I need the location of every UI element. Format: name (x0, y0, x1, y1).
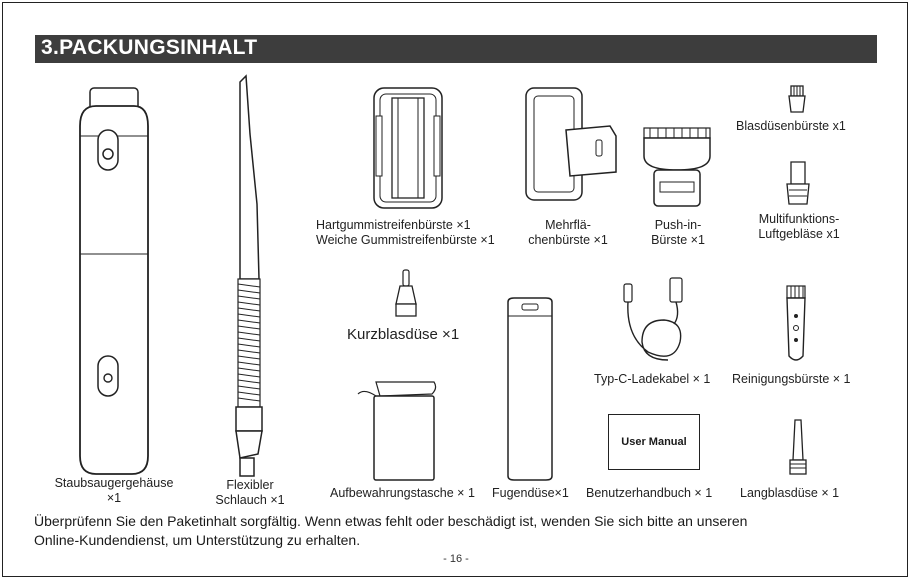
crevice-label: Fugendüse×1 (492, 486, 569, 500)
short-nozzle-illustration (394, 268, 418, 318)
storage-bag-label: Aufbewahrungstasche × 1 (330, 486, 475, 500)
housing-label: Staubsaugergehäuse ×1 (54, 476, 174, 505)
user-manual-illustration (608, 414, 700, 470)
multi-blower-label: Multifunktions- Luftgebläse x1 (758, 212, 840, 241)
cleaning-brush-label: Reinigungsbürste × 1 (732, 372, 851, 386)
cleaning-brush-illustration (783, 284, 809, 364)
short-nozzle-label: Kurzblasdüse ×1 (347, 326, 460, 343)
page-number: - 16 - (443, 553, 469, 565)
long-nozzle-label: Langblasdüse × 1 (740, 486, 840, 500)
rubber-strip-brush-illustration (372, 86, 444, 210)
multi-surface-brush-illustration (524, 86, 618, 202)
push-in-brush-illustration (640, 124, 714, 210)
vacuum-housing-illustration (74, 86, 154, 478)
user-manual-cover-text: User Manual (621, 436, 687, 448)
push-brush-label: Push-in- Bürste ×1 (651, 218, 705, 247)
manual-label: Benutzerhandbuch × 1 (586, 486, 713, 500)
storage-bag-illustration (356, 380, 440, 482)
rubber-brush-label: Hartgummistreifenbürste ×1 Weiche Gummistreifenbürste ×1 (316, 218, 495, 247)
hose-label: Flexibler Schlauch ×1 (215, 478, 285, 507)
notice-text: Überprüfenn Sie den Paketinhalt sorgfältig. Wenn etwas fehlt oder beschädigt ist, wenden Sie sich bitte an unseren Online-Kundendienst, um Unterstützung zu erhalten. (34, 513, 748, 548)
multi-blower-illustration (783, 160, 813, 206)
section-title: 3.PACKUNGSINHALT (41, 36, 258, 59)
cable-label: Typ-C-Ladekabel × 1 (594, 372, 711, 386)
blow-brush-label: Blasdüsenbürste x1 (736, 119, 846, 133)
usb-c-cable-illustration (618, 276, 690, 366)
multi-brush-label: Mehrflä- chenbürste ×1 (528, 218, 608, 247)
crevice-nozzle-illustration (504, 296, 556, 482)
section-header (35, 35, 877, 63)
blow-nozzle-brush-illustration (786, 84, 808, 114)
flexible-hose-illustration (226, 74, 272, 478)
long-nozzle-illustration (786, 418, 810, 482)
